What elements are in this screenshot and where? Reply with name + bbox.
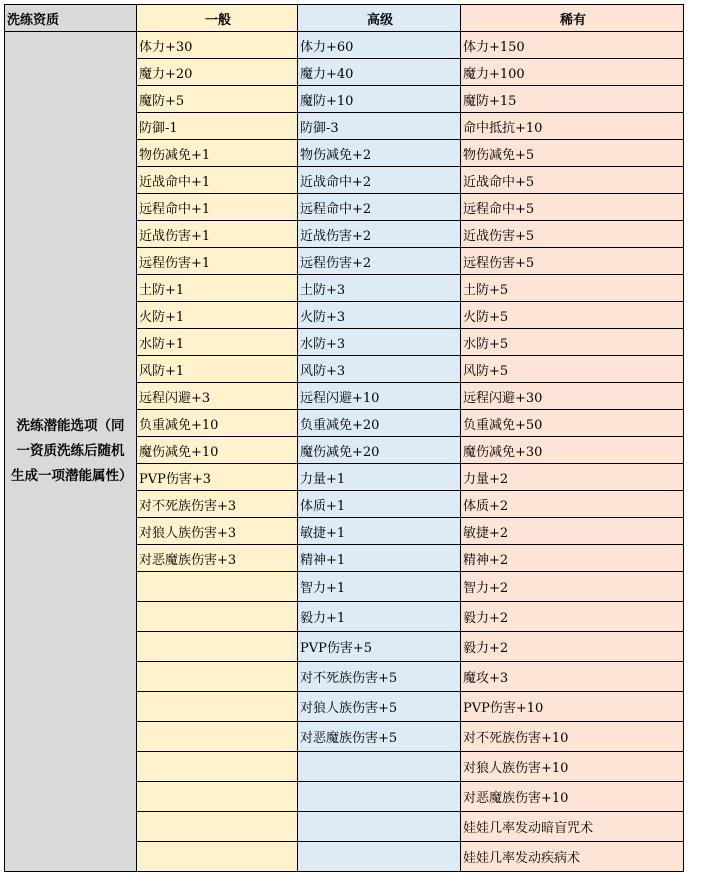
cell-normal — [137, 662, 298, 692]
cell-normal: 魔力+20 — [137, 59, 298, 86]
cell-normal: 物伤减免+1 — [137, 140, 298, 167]
cell-advanced: 毅力+1 — [298, 602, 461, 632]
header-rare: 稀有 — [461, 5, 684, 32]
cell-rare: 近战伤害+5 — [461, 221, 684, 248]
cell-advanced: 水防+3 — [298, 329, 461, 356]
cell-rare: 魔力+100 — [461, 59, 684, 86]
cell-rare: 对狼人族伤害+10 — [461, 752, 684, 782]
cell-advanced: 力量+1 — [298, 464, 461, 491]
cell-normal: 近战命中+1 — [137, 167, 298, 194]
cell-normal: 对恶魔族伤害+3 — [137, 545, 298, 572]
header-advanced: 高级 — [298, 5, 461, 32]
cell-rare: 近战命中+5 — [461, 167, 684, 194]
cell-normal: PVP伤害+3 — [137, 464, 298, 491]
cell-advanced: 负重减免+20 — [298, 410, 461, 437]
cell-advanced: 远程闪避+10 — [298, 383, 461, 410]
cell-normal: 魔防+5 — [137, 86, 298, 113]
cell-rare: 远程伤害+5 — [461, 248, 684, 275]
cell-normal: 防御-1 — [137, 113, 298, 140]
cell-normal: 风防+1 — [137, 356, 298, 383]
cell-rare: 魔攻+3 — [461, 662, 684, 692]
cell-advanced: 风防+3 — [298, 356, 461, 383]
cell-normal — [137, 842, 298, 872]
cell-normal: 魔伤减免+10 — [137, 437, 298, 464]
cell-normal: 对狼人族伤害+3 — [137, 518, 298, 545]
cell-advanced: 近战伤害+2 — [298, 221, 461, 248]
cell-rare: PVP伤害+10 — [461, 692, 684, 722]
cell-rare: 负重减免+50 — [461, 410, 684, 437]
cell-advanced — [298, 752, 461, 782]
cell-normal — [137, 722, 298, 752]
cell-advanced: 远程伤害+2 — [298, 248, 461, 275]
cell-rare: 毅力+2 — [461, 632, 684, 662]
cell-normal — [137, 632, 298, 662]
cell-rare: 风防+5 — [461, 356, 684, 383]
cell-rare: 命中抵抗+10 — [461, 113, 684, 140]
cell-rare: 体力+150 — [461, 32, 684, 59]
header-row — [5, 5, 684, 32]
cell-normal: 远程伤害+1 — [137, 248, 298, 275]
cell-rare: 毅力+2 — [461, 602, 684, 632]
cell-advanced: 体力+60 — [298, 32, 461, 59]
cell-rare: 敏捷+2 — [461, 518, 684, 545]
cell-rare: 娃娃几率发动暗盲咒术 — [461, 812, 684, 842]
cell-normal: 近战伤害+1 — [137, 221, 298, 248]
cell-rare: 体质+2 — [461, 491, 684, 518]
cell-advanced: 魔伤减免+20 — [298, 437, 461, 464]
cell-advanced: 魔防+10 — [298, 86, 461, 113]
cell-rare: 魔伤减免+30 — [461, 437, 684, 464]
cell-normal: 火防+1 — [137, 302, 298, 329]
cell-advanced: 体质+1 — [298, 491, 461, 518]
cell-advanced: 魔力+40 — [298, 59, 461, 86]
cell-rare: 远程闪避+30 — [461, 383, 684, 410]
cell-rare: 水防+5 — [461, 329, 684, 356]
cell-normal: 体力+30 — [137, 32, 298, 59]
cell-normal — [137, 782, 298, 812]
cell-advanced: 对狼人族伤害+5 — [298, 692, 461, 722]
cell-advanced: 对恶魔族伤害+5 — [298, 722, 461, 752]
cell-rare: 娃娃几率发动疾病术 — [461, 842, 684, 872]
row-label-potential-options: 洗练潜能选项（同一资质洗练后随机生成一项潜能属性） — [5, 32, 137, 872]
cell-advanced: 远程命中+2 — [298, 194, 461, 221]
cell-normal: 负重减免+10 — [137, 410, 298, 437]
cell-rare: 远程命中+5 — [461, 194, 684, 221]
cell-normal: 远程闪避+3 — [137, 383, 298, 410]
cell-advanced — [298, 782, 461, 812]
cell-normal: 远程命中+1 — [137, 194, 298, 221]
cell-advanced: 对不死族伤害+5 — [298, 662, 461, 692]
cell-rare: 魔防+15 — [461, 86, 684, 113]
table-row — [5, 32, 684, 59]
cell-advanced: 智力+1 — [298, 572, 461, 602]
cell-normal — [137, 572, 298, 602]
cell-advanced: 近战命中+2 — [298, 167, 461, 194]
cell-advanced: 精神+1 — [298, 545, 461, 572]
potential-options-table — [4, 4, 684, 872]
cell-normal — [137, 692, 298, 722]
cell-normal — [137, 602, 298, 632]
cell-rare: 智力+2 — [461, 572, 684, 602]
cell-rare: 对恶魔族伤害+10 — [461, 782, 684, 812]
cell-advanced: 敏捷+1 — [298, 518, 461, 545]
cell-advanced: 防御-3 — [298, 113, 461, 140]
cell-normal: 水防+1 — [137, 329, 298, 356]
cell-advanced: 土防+3 — [298, 275, 461, 302]
cell-normal — [137, 752, 298, 782]
cell-rare: 对不死族伤害+10 — [461, 722, 684, 752]
cell-advanced: 物伤减免+2 — [298, 140, 461, 167]
header-normal: 一般 — [137, 5, 298, 32]
cell-normal: 土防+1 — [137, 275, 298, 302]
cell-rare: 力量+2 — [461, 464, 684, 491]
cell-advanced — [298, 842, 461, 872]
cell-advanced: 火防+3 — [298, 302, 461, 329]
cell-rare: 土防+5 — [461, 275, 684, 302]
cell-advanced — [298, 812, 461, 842]
cell-advanced: PVP伤害+5 — [298, 632, 461, 662]
cell-rare: 精神+2 — [461, 545, 684, 572]
cell-rare: 物伤减免+5 — [461, 140, 684, 167]
cell-rare: 火防+5 — [461, 302, 684, 329]
header-quality: 洗练资质 — [5, 5, 137, 32]
cell-normal: 对不死族伤害+3 — [137, 491, 298, 518]
cell-normal — [137, 812, 298, 842]
